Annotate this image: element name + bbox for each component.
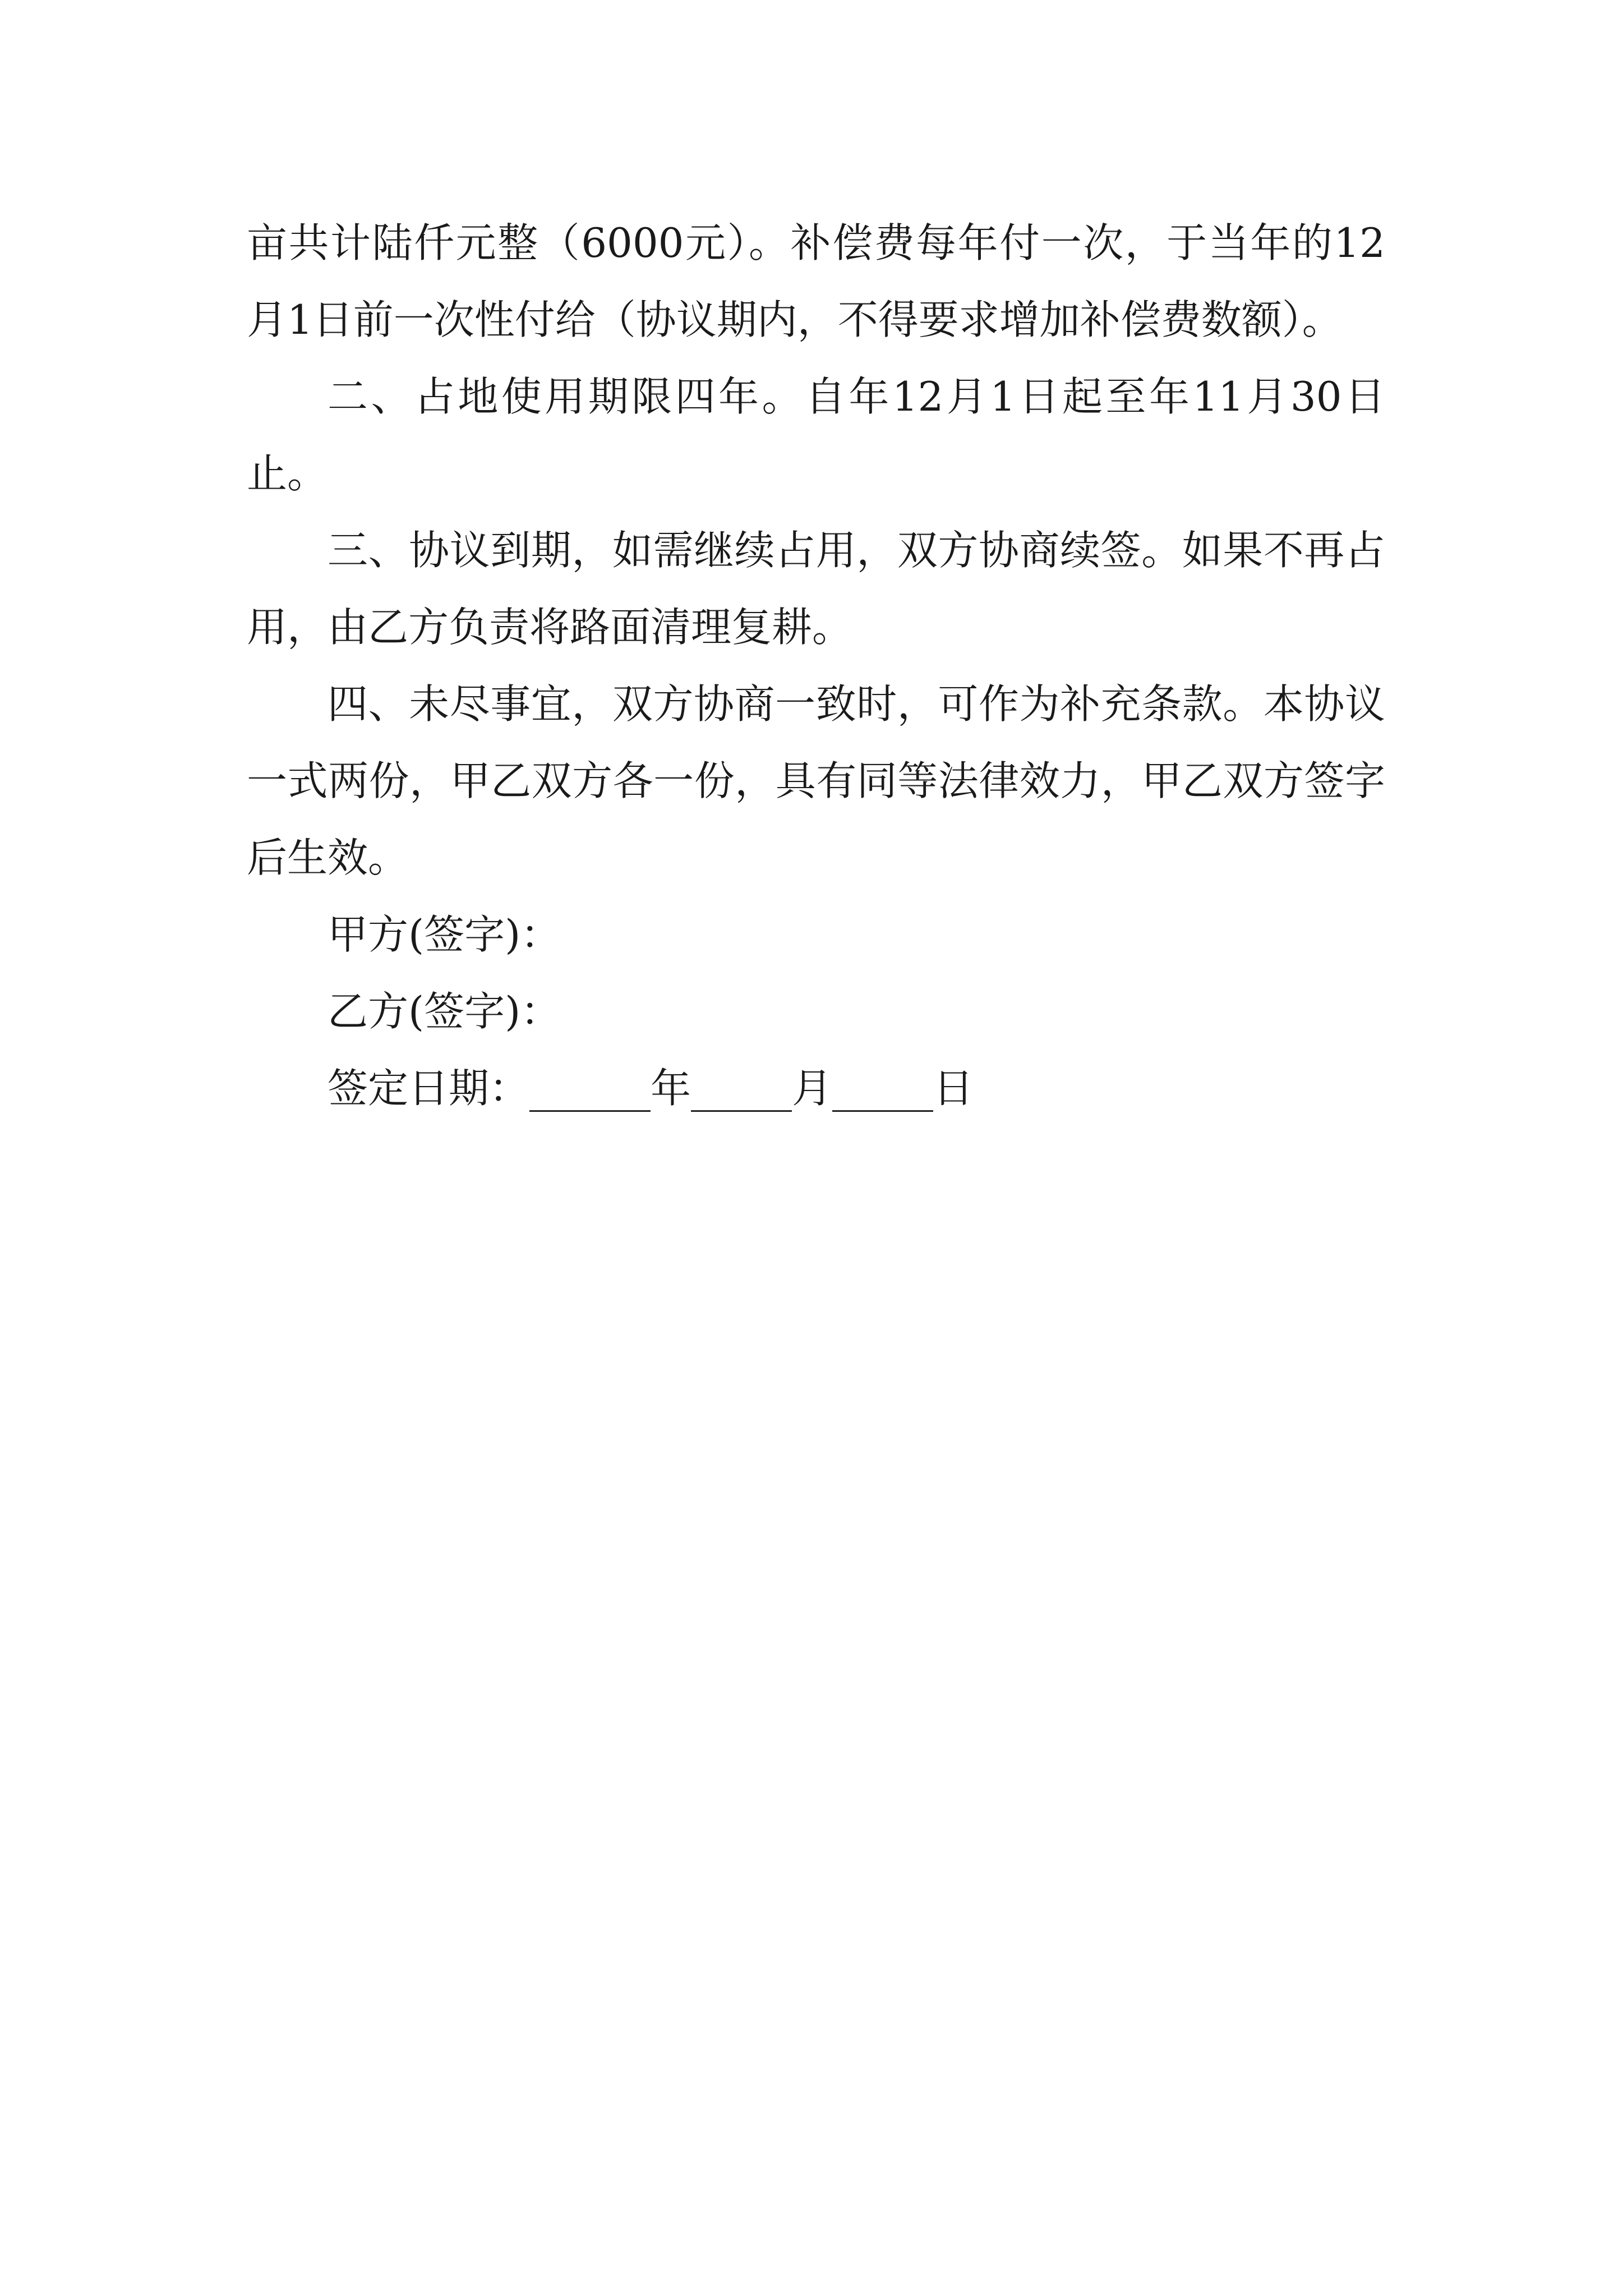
clause-3-expiry: 三、协议到期，如需继续占用，双方协商续签。如果不再占用，由乙方负责将路面清理复耕。: [247, 527, 1385, 651]
clause-1-continued: 亩共计陆仟元整（6000元）。补偿费每年付一次，于当年的12月1日前一次性付给（协议期内，不得要求增加补偿费数额）。: [247, 219, 1385, 343]
signing-date: 签定日期：______年_____月_____日: [328, 1065, 974, 1112]
party-b-signature: 乙方(签字)：: [328, 988, 561, 1035]
party-a-signature: 甲方(签字)：: [328, 911, 561, 958]
agreement-body: [247, 205, 1385, 1127]
clause-4-misc: 四、未尽事宜，双方协商一致时，可作为补充条款。本协议一式两份，甲乙双方各一份，具有同等法律效力，甲乙双方签字后生效。: [247, 680, 1385, 881]
clause-2-term: 二、占地使用期限四年。自年12月1日起至年11月30日止。: [247, 373, 1385, 497]
